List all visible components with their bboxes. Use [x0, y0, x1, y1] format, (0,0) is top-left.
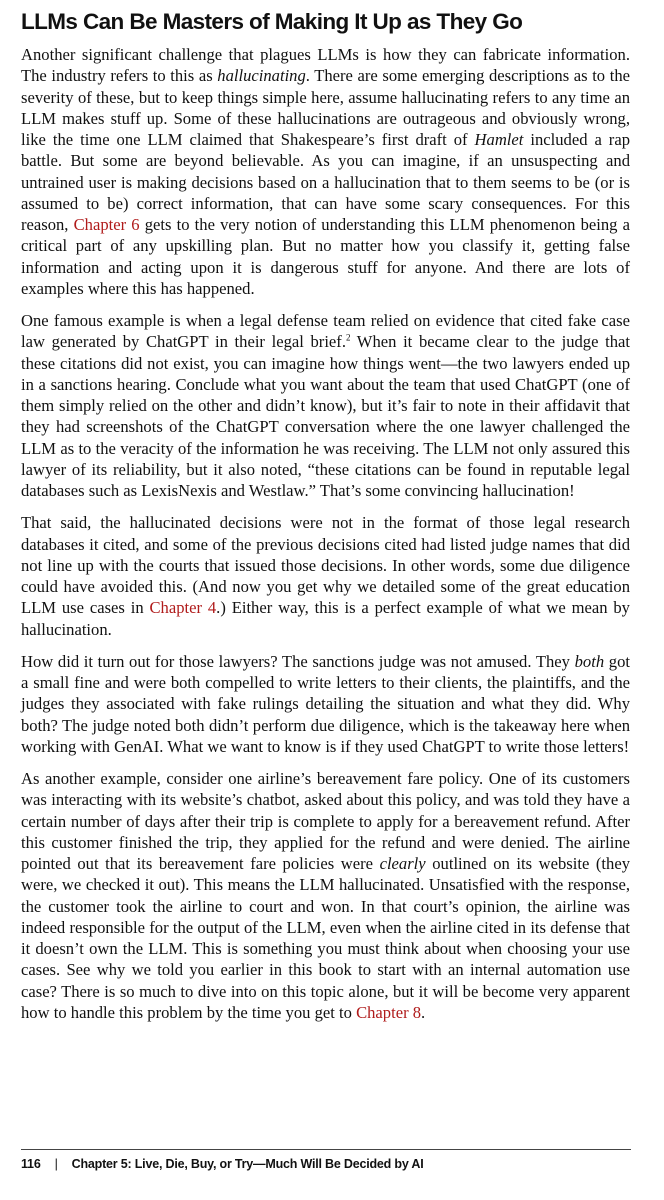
text-run: One famous example is when a legal defense team relied on evidence that cited fake case law generated by ChatGPT in their legal brief. — [21, 311, 630, 352]
text-run: . There are some emerging descriptions as to the severity of these, but to keep things simple here, assume hallucinating refers to any time an LLM makes stuff up. Some of these hallucinations are outrageous and obviously wrong, like the time one LLM claimed that Shakespeare’s first draft of — [21, 66, 630, 149]
page-number: 116 — [21, 1157, 41, 1171]
text-run: .) Either way, this is a perfect example of what we mean by hallucination. — [21, 598, 630, 639]
footnote-marker[interactable]: 2 — [345, 332, 351, 343]
text-run: When it became clear to the judge that these citations did not exist, you can imagine how things went—the two lawyers ended up in a sanctions hearing. Conclude what you want about the team that used ChatGPT (one of them simply relied on the other and didn’t know), but it’s fair to note in their affidavit that they had screenshots of the ChatGPT conversation where the one lawyer challenged the LLM as to the veracity of the information he was receiving. The LLM not only assured this lawyer of its reliability, but it also noted, “these citations can be found in reputable legal databases such as LexisNexis and Westlaw.” That’s some convincing hallucination! — [21, 332, 630, 500]
chapter-link[interactable]: Chapter 8 — [356, 1002, 422, 1022]
text-run: Another significant challenge that plagues LLMs is how they can fabricate information. The industry refers to this as — [21, 45, 630, 86]
text-run: outlined on its website (they were, we checked it out). This means the LLM hallucinated. Unsatisfied with the response, the customer took the airline to court and won. In that court’s opinion, the airline was indeed responsible for the output of the LLM, even when the airline cited in its defense that it doesn’t own the LLM. This is something you must think about when choosing your use cases. See why we told you earlier in this book to start with an internal automation use case? There is so much to dive into on this topic alone, but it will be become very apparent how to handle this problem by the time you get to — [21, 854, 630, 1022]
text-run: included a rap battle. But some are beyond believable. As you can imagine, if an unsuspecting and untrained user is making decisions based on a hallucination that to them seems to be (or is assumed to be) correct information, that can have some scary consequences. For this reason, — [21, 130, 630, 234]
text-run: As another example, consider one airline’s bereavement fare policy. One of its customers was interacting with its website’s chatbot, asked about this policy, and was told they have a certain number of days after their trip is complete to apply for a bereavement refund. After this customer finished the trip, they applied for the refund and were denied. The airline pointed out that its bereavement fare policies were — [21, 769, 630, 873]
paragraph — [21, 651, 630, 757]
paragraph — [21, 512, 630, 640]
text-run: got a small fine and were both compelled to write letters to their clients, the plaintiffs, and the judges they associated with fake rulings detailing the situation and what they did. Why both? The judge noted both didn’t perform due diligence, which is the takeaway here when working with GenAI. What we want to know is if they used ChatGPT to write those letters! — [21, 651, 630, 756]
emphasis-text: Hamlet — [474, 130, 524, 149]
page-footer — [21, 1157, 424, 1171]
running-title: Chapter 5: Live, Die, Buy, or Try—Much Will Be Decided by AI — [71, 1157, 424, 1171]
emphasis-text: clearly — [379, 854, 426, 873]
emphasis-text: hallucinating — [217, 66, 306, 86]
body-text — [21, 44, 630, 1034]
paragraph — [21, 44, 630, 299]
section-heading: LLMs Can Be Masters of Making It Up as They Go — [21, 9, 523, 34]
paragraph — [21, 768, 630, 1023]
text-run: How did it turn out for those lawyers? The sanctions judge was not amused. They — [21, 651, 575, 671]
chapter-link[interactable]: Chapter 6 — [73, 215, 140, 234]
text-run: . — [421, 1002, 426, 1022]
paragraph — [21, 310, 630, 501]
footer-separator: | — [54, 1157, 58, 1171]
chapter-link[interactable]: Chapter 4 — [149, 598, 217, 618]
text-run: That said, the hallucinated decisions were not in the format of those legal research databases it cited, and some of the previous decisions cited had listed judge names that did not line up with the courts that issued those decisions. In other words, some due diligence could have avoided this. (And now you get why we detailed some of the great education LLM use cases in — [21, 513, 630, 618]
footer-rule — [21, 1149, 631, 1150]
text-run: gets to the very notion of understanding this LLM phenomenon being a critical part of any upskilling plan. But no matter how you classify it, getting false information and acting upon it is dangerous stuff for anyone. And there are lots of examples where this has happened. — [21, 215, 630, 298]
emphasis-text: both — [574, 651, 605, 671]
